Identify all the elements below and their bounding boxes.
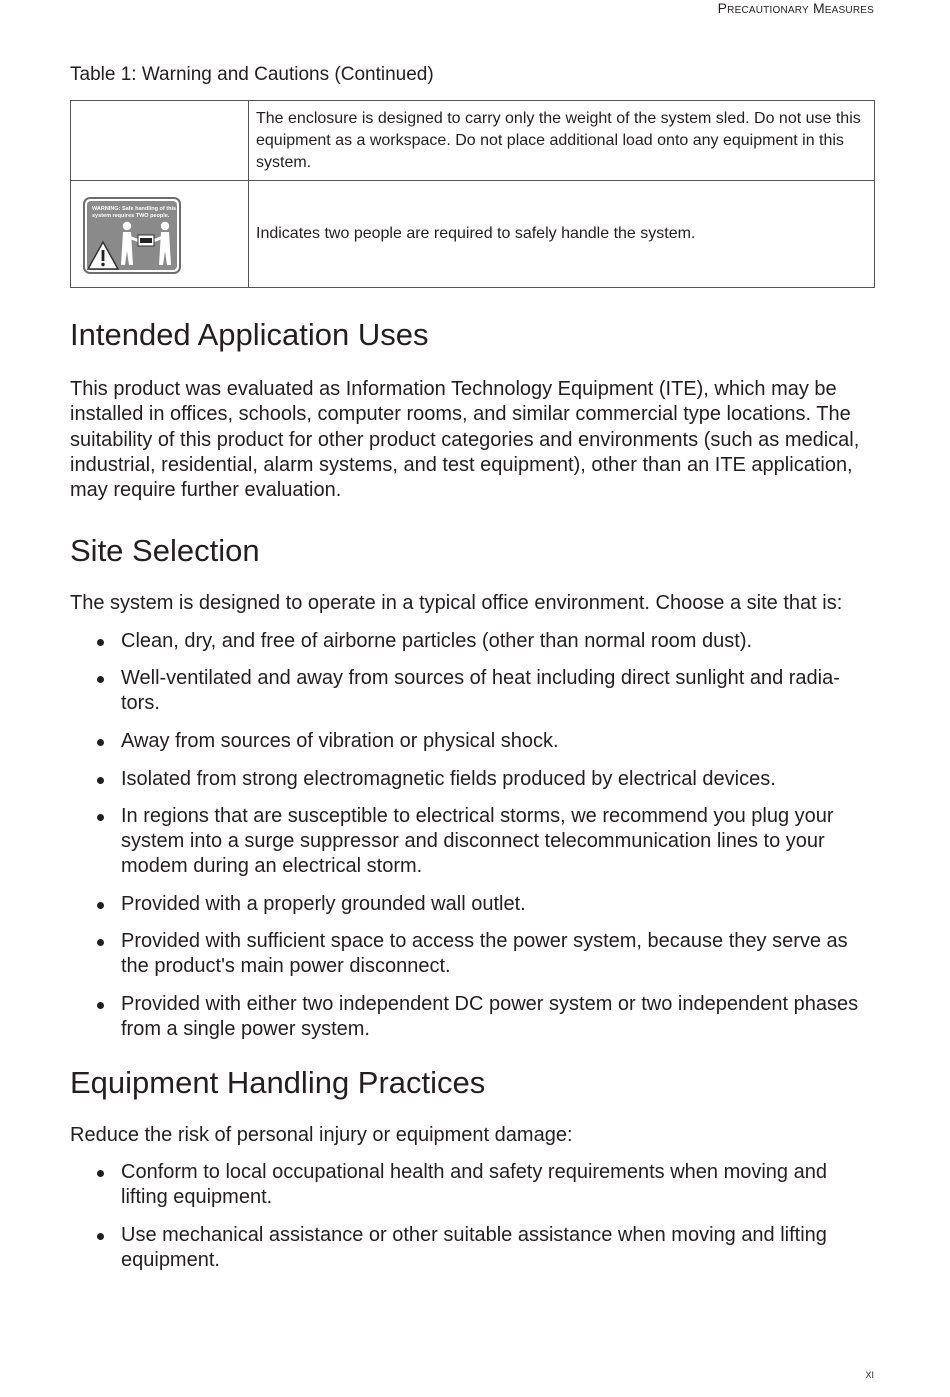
list-item: Well-ventilated and away from sources of heat including direct sunlight and radia-tors.	[70, 666, 875, 716]
list-item: Conform to local occupational health and safety requirements when moving and lifting equipment.	[70, 1160, 875, 1210]
table-text-cell: Indicates two people are required to safely handle the system.	[249, 181, 875, 288]
list-item: Away from sources of vibration or physical shock.	[70, 729, 875, 754]
table-icon-cell	[71, 181, 249, 288]
section-heading-site-selection: Site Selection	[70, 533, 260, 569]
page-number: xi	[865, 1366, 874, 1381]
icon-warning-text: WARNING: Safe handling of this	[92, 205, 177, 212]
equipment-handling-intro: Reduce the risk of personal injury or equipment damage:	[70, 1123, 573, 1146]
running-header: Precautionary Measures	[717, 0, 874, 16]
list-item: Clean, dry, and free of airborne particles (other than normal room dust).	[70, 629, 875, 654]
list-item: Provided with a properly grounded wall outlet.	[70, 892, 875, 917]
table-text-cell: The enclosure is designed to carry only the weight of the system sled. Do not use this equipment as a workspace. Do not place additional load onto any equipment in this system.	[249, 101, 875, 181]
table-row	[71, 181, 875, 288]
list-item: In regions that are susceptible to electrical storms, we recommend you plug your system into a surge suppressor and disconnect telecommunication lines to your modem during an electrical storm.	[70, 804, 875, 879]
table-row	[71, 101, 875, 181]
table-caption: Table 1: Warning and Cautions (Continued)	[70, 64, 434, 85]
section-heading-intended-uses: Intended Application Uses	[70, 317, 429, 352]
section-heading-equipment-handling: Equipment Handling Practices	[70, 1064, 486, 1100]
list-item: Isolated from strong electromagnetic fields produced by electrical devices.	[70, 767, 875, 792]
site-selection-list	[70, 629, 875, 1042]
icon-warning-text: system requires TWO people.	[92, 212, 170, 219]
equipment-handling-list	[70, 1160, 875, 1273]
table-icon-cell-empty	[71, 101, 249, 181]
list-item: Provided with either two independent DC power system or two independent phases from a single power system.	[70, 992, 875, 1042]
warnings-table	[70, 100, 875, 288]
page-content	[70, 62, 875, 1285]
site-selection-intro: The system is designed to operate in a typical office environment. Choose a site that is:	[70, 592, 843, 615]
list-item: Use mechanical assistance or other suitable assistance when moving and lifting equipment.	[70, 1223, 875, 1273]
list-item: Provided with sufficient space to access the power system, because they serve as the product's main power disconnect.	[70, 929, 875, 979]
two-person-lift-warning-icon	[83, 197, 181, 274]
intended-uses-paragraph: This product was evaluated as Information Technology Equipment (ITE), which may be installed in offices, schools, computer rooms, and similar commercial type locations. The suitability of this product for other product categories and environments (such as medical, industrial, residential, alarm systems, and test equipment), other than an ITE application, may require further evaluation.	[70, 378, 860, 502]
